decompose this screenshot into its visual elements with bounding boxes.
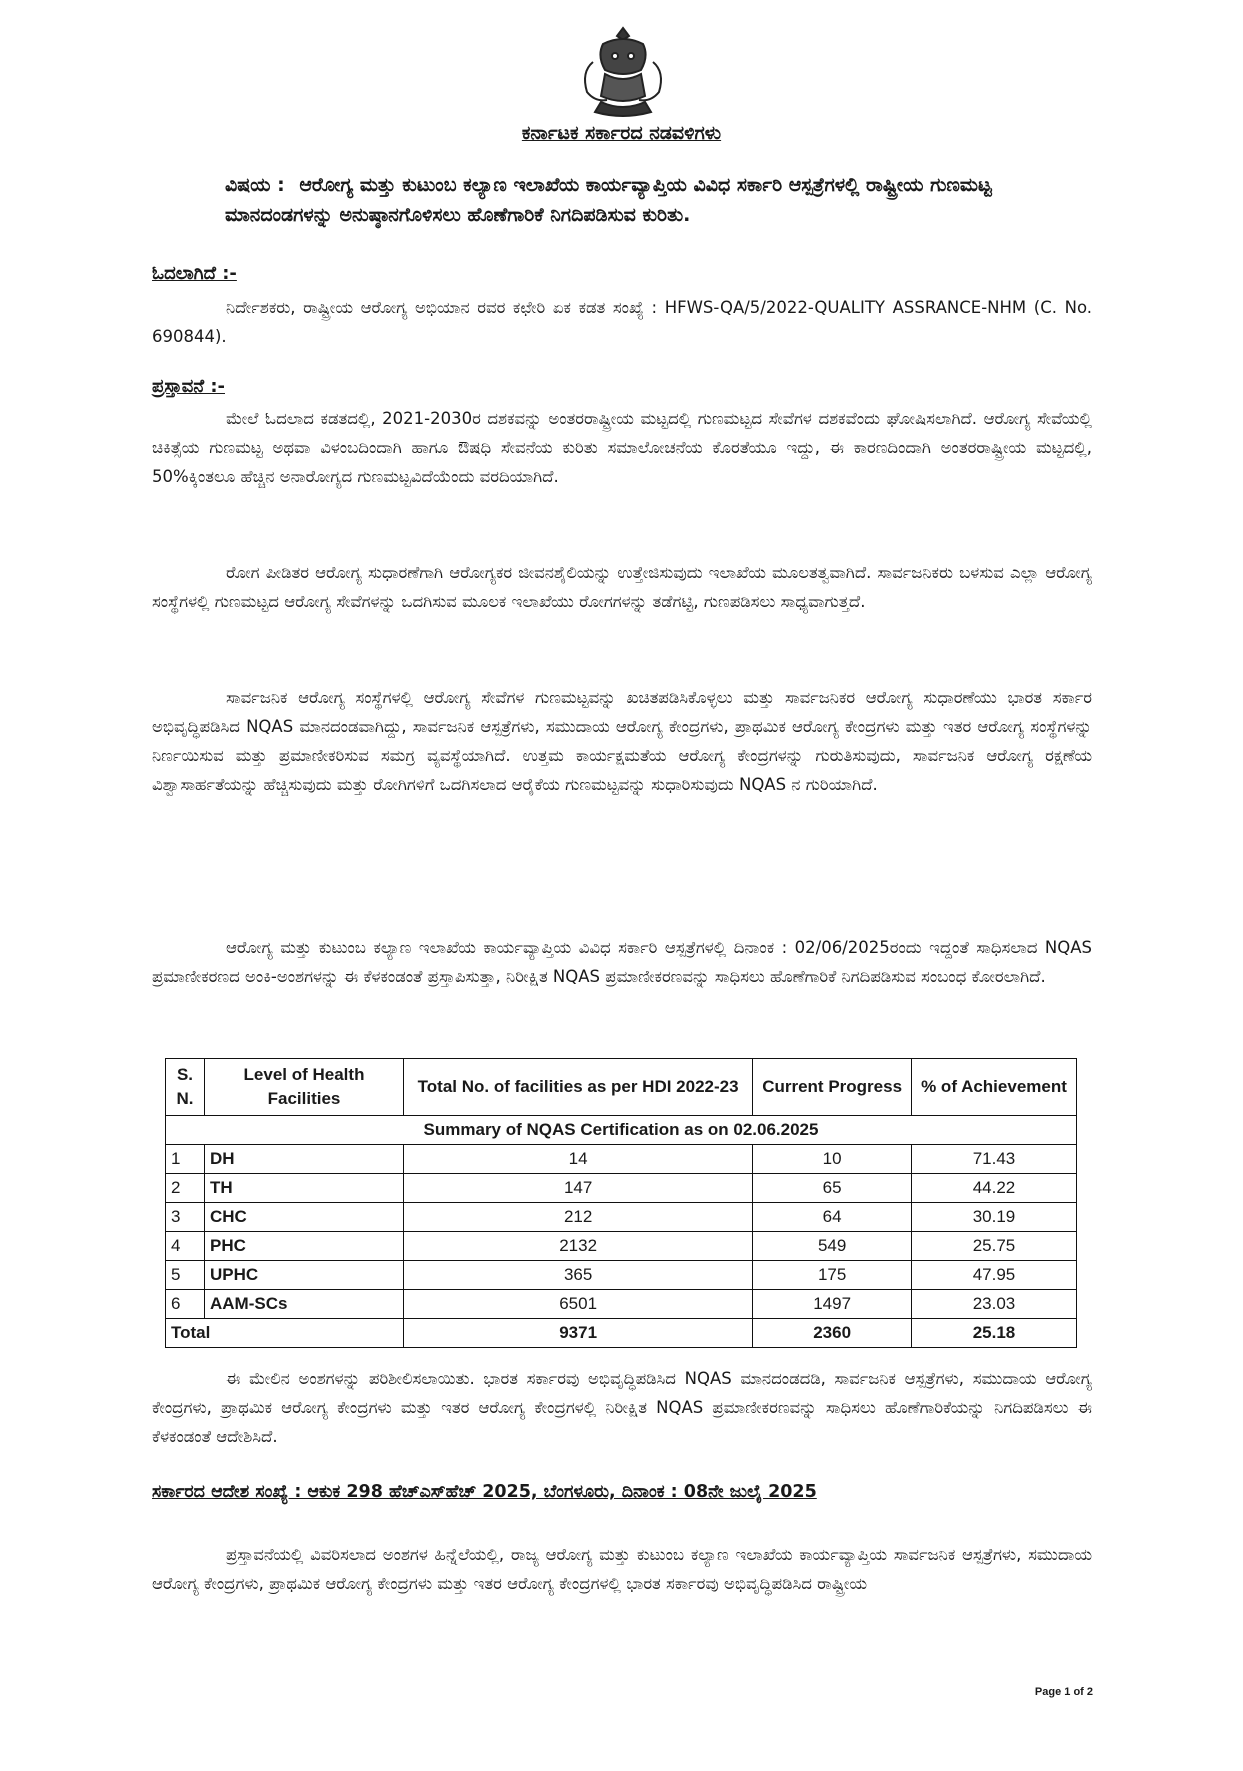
cell-achievement: 47.95 (911, 1261, 1076, 1290)
total-achievement: 25.18 (911, 1319, 1076, 1348)
cell-level: DH (205, 1145, 404, 1174)
preamble-paragraph-4: ಆರೋಗ್ಯ ಮತ್ತು ಕುಟುಂಬ ಕಲ್ಯಾಣ ಇಲಾಖೆಯ ಕಾರ್ಯವ್ಯಾಪ್ತಿಯ ವಿವಿಧ ಸರ್ಕಾರಿ ಆಸ್ಪತ್ರೆಗಳಲ್ಲಿ ದಿನಾಂಕ : 02/06/2025ರಂದು ಇದ್ದಂತೆ ಸಾಧಿಸಲಾದ NQAS ಪ್ರಮಾಣೀಕರಣದ ಅಂಕಿ-ಅಂಶಗಳನ್ನು ಈ ಕೆಳಕಂಡಂತೆ ಪ್ರಸ್ತಾಪಿಸುತ್ತಾ, ನಿರೀಕ್ಷಿತ NQAS ಪ್ರಮಾಣೀಕರಣವನ್ನು ಸಾಧಿಸಲು ಹೊಣೆಗಾರಿಕೆ ನಿಗದಿಪಡಿಸುವ ಸಂಬಂಧ ಕೋರಲಾಗಿದೆ. (152, 938, 1092, 986)
table-header-row (166, 1059, 1077, 1116)
cell-achievement: 30.19 (911, 1203, 1076, 1232)
header-sn: S. N. (166, 1059, 205, 1116)
preamble-paragraph-2: ರೋಗ ಪೀಡಿತರ ಆರೋಗ್ಯ ಸುಧಾರಣೆಗಾಗಿ ಆರೋಗ್ಯಕರ ಜೀವನಶೈಲಿಯನ್ನು ಉತ್ತೇಜಿಸುವುದು ಇಲಾಖೆಯ ಮೂಲತತ್ವವಾಗಿದೆ. ಸಾರ್ವಜನಿಕರು ಬಳಸುವ ಎಲ್ಲಾ ಆರೋಗ್ಯ ಸಂಸ್ಥೆಗಳಲ್ಲಿ ಗುಣಮಟ್ಟದ ಆರೋಗ್ಯ ಸೇವೆಗಳನ್ನು ಒದಗಿಸುವ ಮೂಲಕ ಇಲಾಖೆಯು ರೋಗಗಳನ್ನು ತಡೆಗಟ್ಟಿ, ಗುಣಪಡಿಸಲು ಸಾಧ್ಯವಾಗುತ್ತದೆ. (152, 563, 1092, 611)
cell-level: TH (205, 1174, 404, 1203)
post-table-paragraph: ಈ ಮೇಲಿನ ಅಂಶಗಳನ್ನು ಪರಿಶೀಲಿಸಲಾಯಿತು. ಭಾರತ ಸರ್ಕಾರವು ಅಭಿವೃದ್ಧಿಪಡಿಸಿದ NQAS ಮಾನದಂಡದಡಿ, ಸಾರ್ವಜನಿಕ ಆಸ್ಪತ್ರೆಗಳು, ಸಮುದಾಯ ಆರೋಗ್ಯ ಕೇಂದ್ರಗಳು, ಪ್ರಾಥಮಿಕ ಆರೋಗ್ಯ ಕೇಂದ್ರಗಳು ಮತ್ತು ಇತರ ಆರೋಗ್ಯ ಕೇಂದ್ರಗಳಲ್ಲಿ ನಿರೀಕ್ಷಿತ NQAS ಪ್ರಮಾಣೀಕರಣವನ್ನು ಸಾಧಿಸಲು ಹೊಣೆಗಾರಿಕೆಯನ್ನು ನಿಗದಿಪಡಿಸಲು ಈ ಕೆಳಕಂಡಂತೆ ಆದೇಶಿಸಿದೆ. (152, 1369, 1092, 1446)
total-label: Total (166, 1319, 404, 1348)
cell-progress: 10 (753, 1145, 912, 1174)
cell-total: 2132 (404, 1232, 753, 1261)
cell-sn: 1 (166, 1145, 205, 1174)
total-progress: 2360 (753, 1319, 912, 1348)
table-row (166, 1145, 1077, 1174)
order-paragraph: ಪ್ರಸ್ತಾವನೆಯಲ್ಲಿ ವಿವರಿಸಲಾದ ಅಂಶಗಳ ಹಿನ್ನೆಲೆಯಲ್ಲಿ, ರಾಜ್ಯ ಆರೋಗ್ಯ ಮತ್ತು ಕುಟುಂಬ ಕಲ್ಯಾಣ ಇಲಾಖೆಯ ಕಾರ್ಯವ್ಯಾಪ್ತಿಯ ಸಾರ್ವಜನಿಕ ಆಸ್ಪತ್ರೆಗಳು, ಸಮುದಾಯ ಆರೋಗ್ಯ ಕೇಂದ್ರಗಳು, ಪ್ರಾಥಮಿಕ ಆರೋಗ್ಯ ಕೇಂದ್ರಗಳು ಮತ್ತು ಇತರ ಆರೋಗ್ಯ ಕೇಂದ್ರಗಳಲ್ಲಿ ಭಾರತ ಸರ್ಕಾರವು ಅಭಿವೃದ್ಧಿಪಡಿಸಿದ ರಾಷ್ಟ್ರೀಯ (152, 1545, 1092, 1593)
header-level: Level of Health Facilities (205, 1059, 404, 1116)
table-caption: Summary of NQAS Certification as on 02.06.2025 (166, 1116, 1077, 1145)
header-achievement: % of Achievement (911, 1059, 1076, 1116)
total-facilities: 9371 (404, 1319, 753, 1348)
preamble-paragraph-1: ಮೇಲೆ ಓದಲಾದ ಕಡತದಲ್ಲಿ, 2021-2030ರ ದಶಕವನ್ನು ಅಂತರರಾಷ್ಟ್ರೀಯ ಮಟ್ಟದಲ್ಲಿ ಗುಣಮಟ್ಟದ ಸೇವೆಗಳ ದಶಕವೆಂದು ಘೋಷಿಸಲಾಗಿದೆ. ಆರೋಗ್ಯ ಸೇವೆಯಲ್ಲಿ ಚಿಕಿತ್ಸೆಯ ಗುಣಮಟ್ಟ ಅಥವಾ ವಿಳಂಬದಿಂದಾಗಿ ಹಾಗೂ ಔಷಧಿ ಸೇವನೆಯ ಕುರಿತು ಸಮಾಲೋಚನೆಯ ಕೊರತೆಯೂ ಇದ್ದು, ಈ ಕಾರಣದಿಂದಾಗಿ ಅಂತರರಾಷ್ಟ್ರೀಯ ಮಟ್ಟದಲ್ಲಿ, 50%ಕ್ಕಿಂತಲೂ ಹೆಚ್ಚಿನ ಅನಾರೋಗ್ಯದ ಗುಣಮಟ್ಟವಿದೆಯೆಂದು ವರದಿಯಾಗಿದೆ. (152, 409, 1092, 486)
cell-sn: 4 (166, 1232, 205, 1261)
cell-progress: 1497 (753, 1290, 912, 1319)
subject-label: ವಿಷಯ : (225, 174, 285, 196)
cell-progress: 175 (753, 1261, 912, 1290)
cell-sn: 5 (166, 1261, 205, 1290)
cell-total: 147 (404, 1174, 753, 1203)
table-row (166, 1232, 1077, 1261)
cell-achievement: 44.22 (911, 1174, 1076, 1203)
cell-achievement: 71.43 (911, 1145, 1076, 1174)
cell-level: UPHC (205, 1261, 404, 1290)
document-title: ಕರ್ನಾಟಕ ಸರ್ಕಾರದ ನಡವಳಿಗಳು (521, 122, 722, 144)
cell-sn: 6 (166, 1290, 205, 1319)
cell-level: CHC (205, 1203, 404, 1232)
cell-sn: 2 (166, 1174, 205, 1203)
karnataka-emblem-icon (575, 22, 671, 122)
table-total-row (166, 1319, 1077, 1348)
preamble-heading: ಪ್ರಸ್ತಾವನೆ :- (152, 376, 225, 397)
cell-level: AAM-SCs (205, 1290, 404, 1319)
cell-total: 6501 (404, 1290, 753, 1319)
government-order-number: ಸರ್ಕಾರದ ಆದೇಶ ಸಂಖ್ಯೆ : ಆಕುಕ 298 ಹೆಚ್‌ಎಸ್‌ಹೆಚ್ 2025, ಬೆಂಗಳೂರು, ದಿನಾಂಕ : 08ನೇ ಜುಲೈ 2025 (152, 1482, 817, 1502)
read-heading: ಓದಲಾಗಿದೆ :- (152, 263, 237, 284)
cell-sn: 3 (166, 1203, 205, 1232)
header-progress: Current Progress (753, 1059, 912, 1116)
cell-level: PHC (205, 1232, 404, 1261)
nqas-summary-table (165, 1058, 1077, 1348)
table-row (166, 1203, 1077, 1232)
cell-achievement: 23.03 (911, 1290, 1076, 1319)
header-total: Total No. of facilities as per HDI 2022-23 (404, 1059, 753, 1116)
cell-total: 365 (404, 1261, 753, 1290)
table-row (166, 1290, 1077, 1319)
read-reference: ನಿರ್ದೇಶಕರು, ರಾಷ್ಟ್ರೀಯ ಆರೋಗ್ಯ ಅಭಿಯಾನ ರವರ ಕಛೇರಿ ಏಕ ಕಡತ ಸಂಖ್ಯೆ : HFWS-QA/5/2022-QUALITY ASSRANCE-NHM (C. No. 690844). (152, 298, 1092, 346)
cell-progress: 65 (753, 1174, 912, 1203)
table-row (166, 1174, 1077, 1203)
cell-achievement: 25.75 (911, 1232, 1076, 1261)
table-row (166, 1261, 1077, 1290)
preamble-paragraph-3: ಸಾರ್ವಜನಿಕ ಆರೋಗ್ಯ ಸಂಸ್ಥೆಗಳಲ್ಲಿ ಆರೋಗ್ಯ ಸೇವೆಗಳ ಗುಣಮಟ್ಟವನ್ನು ಖಚಿತಪಡಿಸಿಕೊಳ್ಳಲು ಮತ್ತು ಸಾರ್ವಜನಿಕರ ಆರೋಗ್ಯ ಸುಧಾರಣೆಯು ಭಾರತ ಸರ್ಕಾರ ಅಭಿವೃದ್ಧಿಪಡಿಸಿದ NQAS ಮಾನದಂಡವಾಗಿದ್ದು, ಸಾರ್ವಜನಿಕ ಆಸ್ಪತ್ರೆಗಳು, ಸಮುದಾಯ ಆರೋಗ್ಯ ಕೇಂದ್ರಗಳು, ಪ್ರಾಥಮಿಕ ಆರೋಗ್ಯ ಕೇಂದ್ರಗಳು ಮತ್ತು ಇತರ ಆರೋಗ್ಯ ಸಂಸ್ಥೆಗಳನ್ನು ನಿರ್ಣಯಿಸುವ ಮತ್ತು ಪ್ರಮಾಣೀಕರಿಸುವ ಸಮಗ್ರ ವ್ಯವಸ್ಥೆಯಾಗಿದೆ. ಉತ್ತಮ ಕಾರ್ಯಕ್ಷಮತೆಯ ಆರೋಗ್ಯ ಕೇಂದ್ರಗಳನ್ನು ಗುರುತಿಸುವುದು, ಸಾರ್ವಜನಿಕ ಆರೋಗ್ಯ ರಕ್ಷಣೆಯ ವಿಶ್ವಾಸಾರ್ಹತೆಯನ್ನು ಹೆಚ್ಚಿಸುವುದು ಮತ್ತು ರೋಗಿಗಳಿಗೆ ಒದಗಿಸಲಾದ ಆರೈಕೆಯ ಗುಣಮಟ್ಟವನ್ನು ಸುಧಾರಿಸುವುದು NQAS ನ ಗುರಿಯಾಗಿದೆ. (152, 688, 1092, 794)
cell-total: 212 (404, 1203, 753, 1232)
subject-block (225, 170, 1015, 230)
cell-progress: 64 (753, 1203, 912, 1232)
subject-text: ಆರೋಗ್ಯ ಮತ್ತು ಕುಟುಂಬ ಕಲ್ಯಾಣ ಇಲಾಖೆಯ ಕಾರ್ಯವ್ಯಾಪ್ತಿಯ ವಿವಿಧ ಸರ್ಕಾರಿ ಆಸ್ಪತ್ರೆಗಳಲ್ಲಿ ರಾಷ್ಟ್ರೀಯ ಗುಣಮಟ್ಟ ಮಾನದಂಡಗಳನ್ನು ಅನುಷ್ಠಾನಗೊಳಿಸಲು ಹೊಣೆಗಾರಿಕೆ ನಿಗದಿಪಡಿಸುವ ಕುರಿತು. (225, 174, 992, 226)
page-number: Page 1 of 2 (1034, 1686, 1093, 1698)
cell-progress: 549 (753, 1232, 912, 1261)
cell-total: 14 (404, 1145, 753, 1174)
